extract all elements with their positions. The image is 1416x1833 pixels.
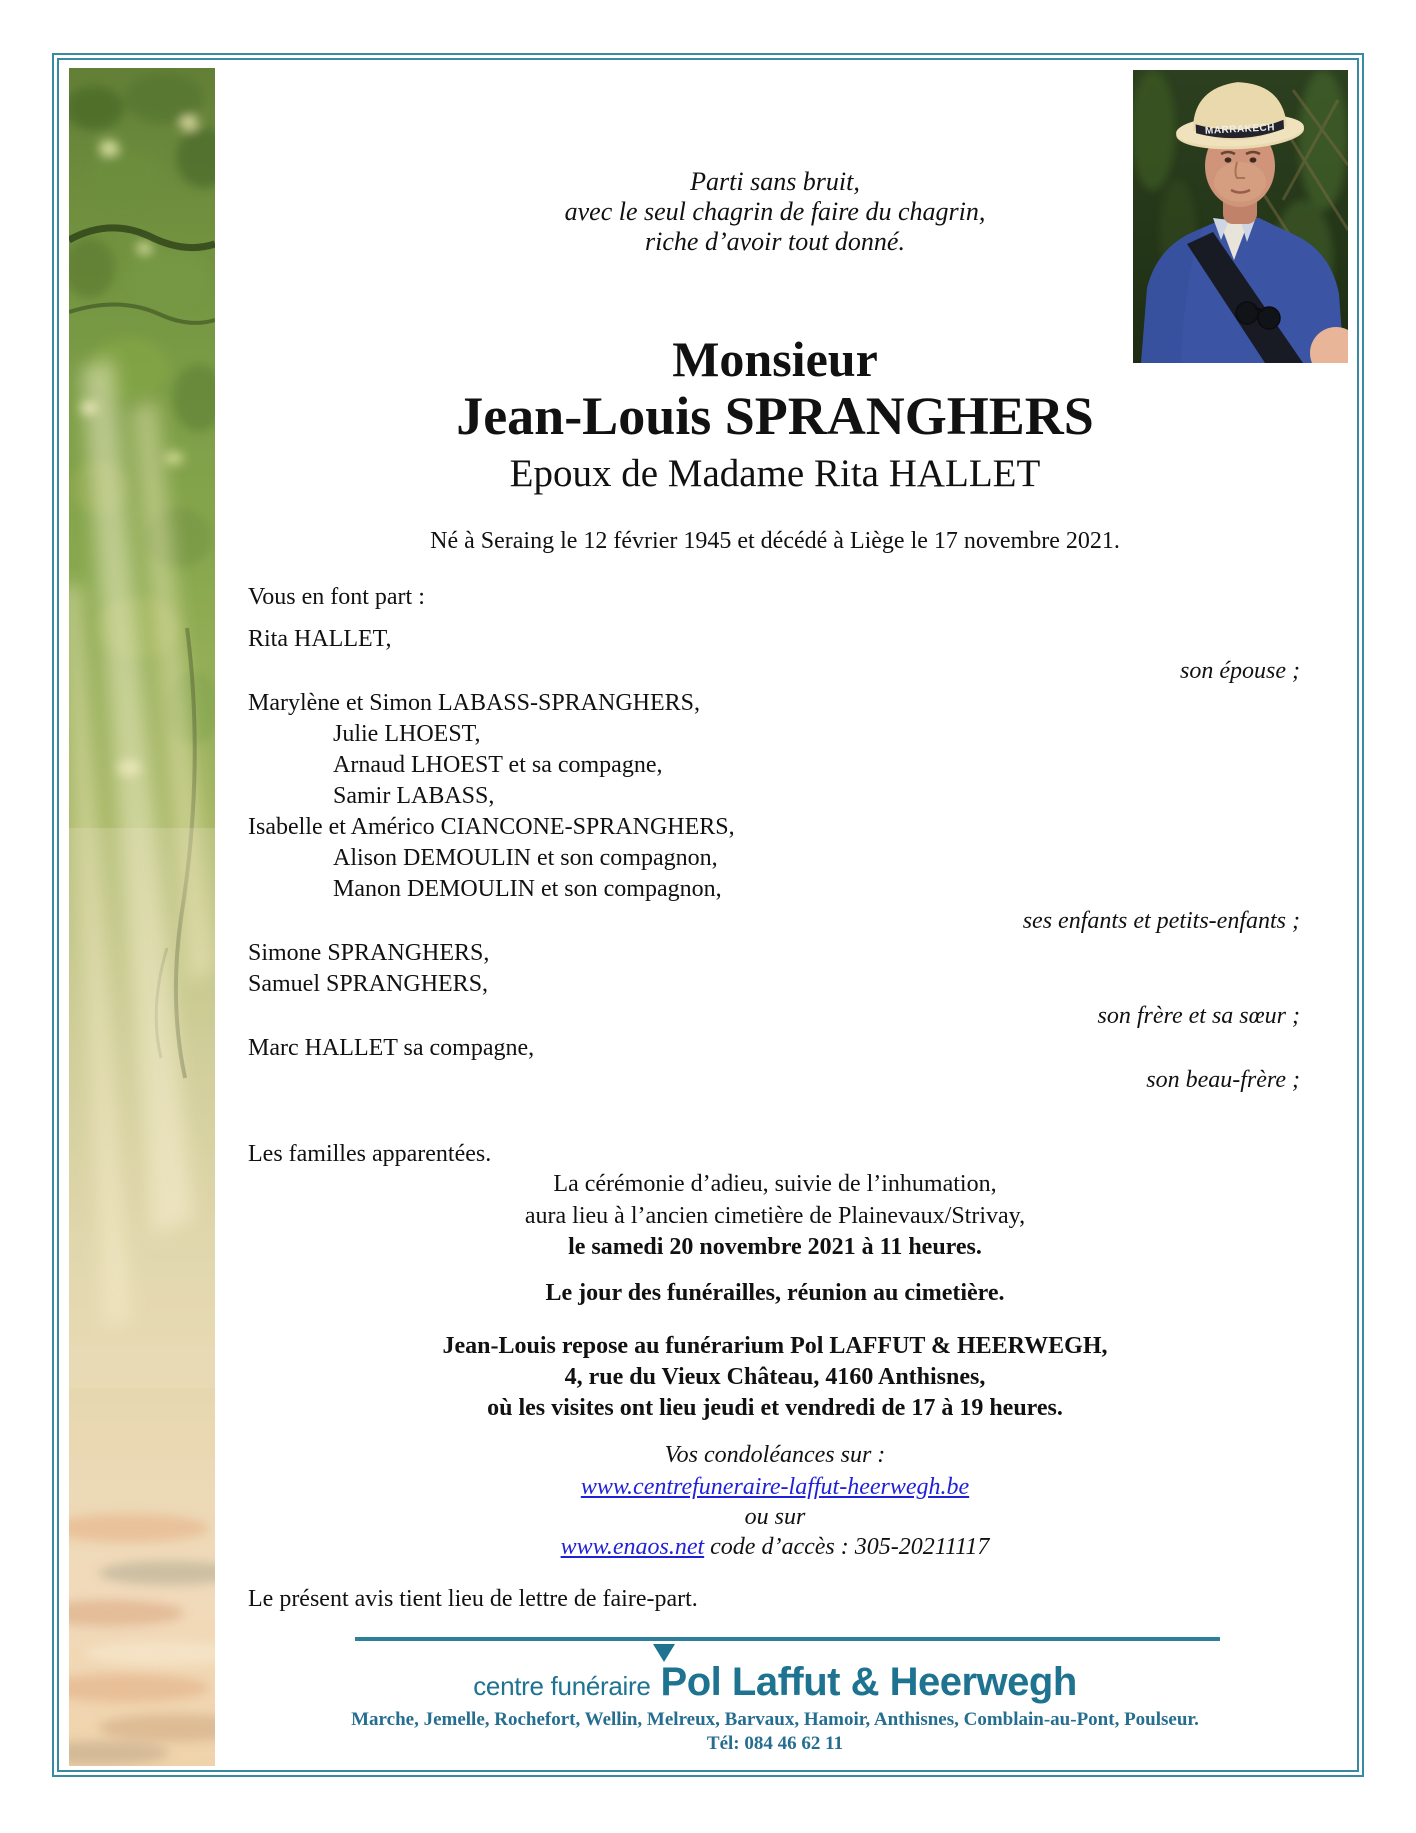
deceased-name: Jean-Louis SPRANGHERS — [456, 386, 1094, 446]
faire-part-notice: Le présent avis tient lieu de lettre de faire-part. — [248, 1586, 698, 1612]
family-member-line: Isabelle et Américo CIANCONE-SPRANGHERS, — [248, 814, 735, 840]
deceased-spouse-line: Epoux de Madame Rita HALLET — [509, 452, 1041, 495]
funeral-home-logo — [248, 1660, 1302, 1705]
ceremony-line: La cérémonie d’adieu, suivie de l’inhumation, — [553, 1171, 997, 1197]
logo-brand-name — [661, 1660, 1077, 1705]
family-member-line: Manon DEMOULIN et son compagnon, — [333, 876, 722, 902]
relation-label: son épouse ; — [1180, 658, 1300, 684]
access-code-text: code d’accès : 305-20211117 — [710, 1534, 990, 1560]
relation-label: son beau-frère ; — [1146, 1067, 1300, 1093]
relation-label: son frère et sa sœur ; — [1097, 1003, 1300, 1029]
footer-locations: Marche, Jemelle, Rochefort, Wellin, Melreux, Barvaux, Hamoir, Anthisnes, Comblain-au-Pont, Poulseur. — [351, 1709, 1199, 1730]
family-member-line: Rita HALLET, — [248, 626, 392, 652]
family-member-line: Marylène et Simon LABASS-SPRANGHERS, — [248, 690, 701, 716]
forest-path-image — [69, 68, 215, 1766]
enaos-website-link[interactable]: www.enaos.net — [560, 1534, 705, 1560]
family-member-line: Simone SPRANGHERS, — [248, 940, 490, 966]
footer-divider-rule — [355, 1637, 1220, 1641]
repose-line: où les visites ont lieu jeudi et vendredi de 17 à 19 heures. — [487, 1395, 1063, 1421]
condolences-link2-line — [248, 1532, 1302, 1562]
closing-line: Les familles apparentées. — [248, 1141, 492, 1167]
condolences-or-label: ou sur — [744, 1504, 806, 1530]
ceremony-line: aura lieu à l’ancien cimetière de Plainevaux/Strivay, — [524, 1202, 1026, 1229]
condolences-intro: Vos condoléances sur : — [664, 1442, 886, 1468]
logo-brand-name-text: Pol Laffut & Heerwegh — [660, 1660, 1077, 1704]
funeral-home-website-link[interactable]: www.centrefuneraire-laffut-heerwegh.be — [580, 1474, 970, 1500]
condolences-link1-line — [248, 1472, 1302, 1502]
hat-band-text: MARRAKECH — [1204, 122, 1276, 137]
epigraph — [248, 167, 1302, 257]
repose-block — [248, 1331, 1302, 1424]
gathering-line: Le jour des funérailles, réunion au cimetière. — [545, 1280, 1005, 1306]
epigraph-line: riche d’avoir tout donné. — [645, 227, 905, 256]
relation-label: ses enfants et petits-enfants ; — [1022, 908, 1300, 934]
footer-phone: Tél: 084 46 62 11 — [706, 1733, 844, 1754]
family-member-line: Arnaud LHOEST et sa compagne, — [333, 752, 663, 778]
logo-triangle-icon — [653, 1644, 675, 1662]
repose-line: 4, rue du Vieux Château, 4160 Anthisnes, — [564, 1364, 986, 1390]
family-member-line: Marc HALLET sa compagne, — [248, 1035, 535, 1061]
ceremony-date-line: le samedi 20 novembre 2021 à 11 heures. — [568, 1234, 982, 1260]
epigraph-line: Parti sans bruit, — [690, 167, 860, 196]
epigraph-line: avec le seul chagrin de faire du chagrin, — [564, 197, 986, 226]
family-list — [248, 624, 1302, 1097]
logo-prefix-text: centre funéraire — [473, 1671, 651, 1701]
family-member-line: Samir LABASS, — [333, 783, 495, 809]
ceremony-block — [248, 1169, 1302, 1264]
family-member-line: Samuel SPRANGHERS, — [248, 971, 489, 997]
family-member-line: Alison DEMOULIN et son compagnon, — [333, 845, 718, 871]
repose-line: Jean-Louis repose au funérarium Pol LAFFUT & HEERWEGH, — [442, 1333, 1108, 1359]
announcement-intro: Vous en font part : — [248, 584, 425, 610]
deceased-salutation: Monsieur — [672, 331, 878, 387]
family-member-line: Julie LHOEST, — [333, 721, 481, 747]
life-dates-line: Né à Seraing le 12 février 1945 et décédé à Liège le 17 novembre 2021. — [430, 528, 1120, 554]
